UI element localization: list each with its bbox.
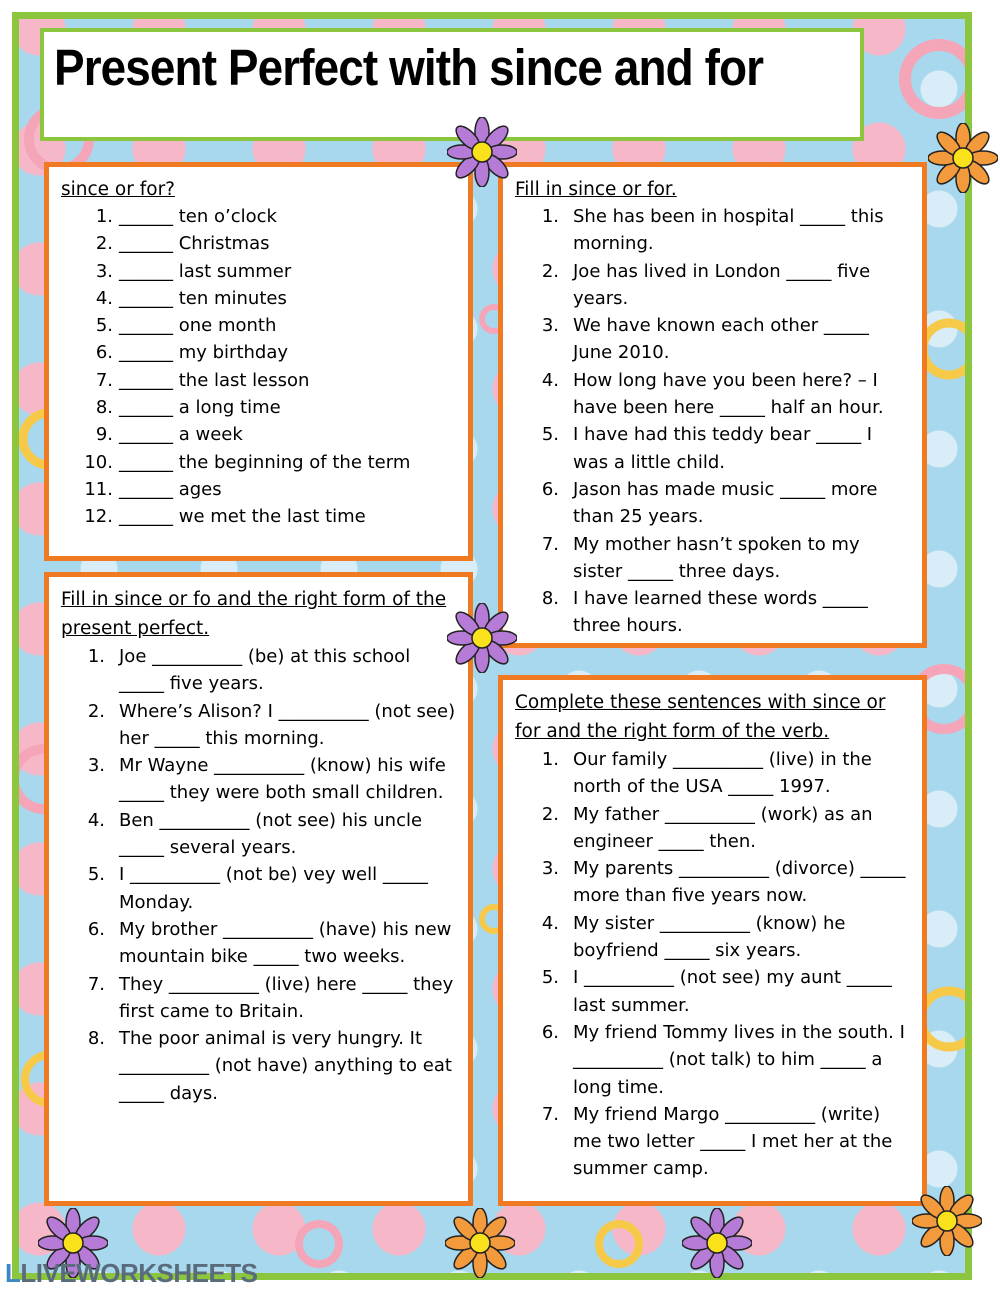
item-number: 6. <box>95 342 113 364</box>
list-item <box>515 421 908 476</box>
item-text: Jason has made music _____ more than 25 years. <box>573 478 878 528</box>
flower-icon <box>912 1186 982 1256</box>
section-since-or-for <box>44 162 473 561</box>
flower-icon <box>445 1208 515 1278</box>
list-item <box>515 367 908 422</box>
list-item <box>515 258 908 313</box>
item-number: 8. <box>95 397 113 419</box>
item-text: We have known each other _____ June 2010. <box>573 315 869 364</box>
section-heading: since or for? <box>61 179 175 200</box>
list-item <box>515 964 908 1019</box>
list-item <box>61 476 459 503</box>
item-text: My brother __________ (have) his new mountain bike _____ two weeks. <box>119 918 452 968</box>
item-number: 5. <box>541 967 559 989</box>
item-number: 11. <box>84 478 113 500</box>
list-item <box>61 367 459 394</box>
item-number: 5. <box>541 424 559 446</box>
list-item <box>61 339 459 366</box>
exercise-list <box>61 203 459 531</box>
item-text: Joe __________ (be) at this school _____ five years. <box>119 646 411 695</box>
item-number: 12. <box>84 506 113 528</box>
item-text: My friend Margo __________ (write) me two letter _____ I met her at the summer camp. <box>573 1103 893 1180</box>
item-number: 4. <box>95 287 113 309</box>
list-item <box>61 916 459 971</box>
flower-icon <box>447 603 517 673</box>
item-number: 3. <box>541 315 559 337</box>
item-text: ______ Christmas <box>119 233 270 255</box>
item-number: 4. <box>541 912 559 934</box>
item-number: 4. <box>541 369 559 391</box>
item-text: How long have you been here? – I have been here _____ half an hour. <box>573 369 884 419</box>
item-text: My father __________ (work) as an engineer _____ then. <box>573 803 873 852</box>
item-number: 7. <box>541 1103 559 1125</box>
item-text: I __________ (not be) vey well _____ Monday. <box>119 864 428 913</box>
list-item <box>61 861 459 916</box>
list-item <box>515 910 908 965</box>
section-heading: Fill in since or for. <box>515 179 677 200</box>
item-text: She has been in hospital _____ this morning. <box>573 206 884 255</box>
item-number: 8. <box>541 588 559 610</box>
list-item <box>515 476 908 531</box>
flower-icon <box>928 123 998 193</box>
list-item <box>61 807 459 862</box>
logo-mark: L <box>5 1258 21 1288</box>
list-item <box>61 698 459 753</box>
item-number: 2. <box>541 260 559 282</box>
section-heading: Complete these sentences with since or for and the right form of the verb. <box>515 692 886 742</box>
list-item <box>515 585 908 640</box>
logo-text: LIVEWORKSHEETS <box>20 1258 258 1288</box>
item-number: 7. <box>541 533 559 555</box>
list-item <box>61 752 459 807</box>
list-item <box>61 971 459 1026</box>
item-text: Mr Wayne __________ (know) his wife _____ they were both small children. <box>119 755 446 804</box>
item-number: 3. <box>95 260 113 282</box>
list-item <box>515 746 908 801</box>
item-number: 1. <box>541 206 559 227</box>
item-number: 6. <box>87 918 105 940</box>
item-number: 2. <box>95 233 113 255</box>
item-text: ______ last summer <box>119 260 292 282</box>
item-text: ______ ten minutes <box>119 287 287 309</box>
item-text: My mother hasn’t spoken to my sister _____ three days. <box>573 533 860 582</box>
item-text: The poor animal is very hungry. It __________ (not have) anything to eat _____ days. <box>119 1028 452 1104</box>
item-number: 1. <box>95 206 113 227</box>
item-number: 7. <box>87 973 105 995</box>
item-number: 10. <box>84 451 113 473</box>
item-number: 3. <box>541 858 559 880</box>
item-text: ______ the beginning of the term <box>119 451 411 473</box>
list-item <box>515 312 908 367</box>
list-item <box>61 203 459 230</box>
item-text: ______ a long time <box>119 397 281 419</box>
item-number: 4. <box>87 809 105 831</box>
list-item <box>61 643 459 698</box>
list-item <box>61 394 459 421</box>
flower-icon <box>682 1208 752 1278</box>
item-number: 7. <box>95 369 113 391</box>
item-text: ______ my birthday <box>119 342 289 364</box>
item-number: 8. <box>87 1028 105 1050</box>
list-item <box>515 203 908 258</box>
list-item <box>61 258 459 285</box>
list-item <box>515 1019 908 1101</box>
item-text: ______ one month <box>119 315 277 337</box>
item-number: 2. <box>87 700 105 722</box>
item-text: My sister __________ (know) he boyfriend _____ six years. <box>573 912 846 962</box>
section-fill-in-since-or-for <box>498 162 927 648</box>
item-number: 5. <box>87 864 105 886</box>
list-item <box>515 1101 908 1183</box>
exercise-list <box>61 643 459 1107</box>
section-present-perfect <box>44 572 473 1206</box>
item-number: 1. <box>87 646 105 667</box>
list-item <box>61 503 459 530</box>
exercise-list <box>515 746 908 1183</box>
item-text: ______ ages <box>119 478 222 500</box>
item-text: I __________ (not see) my aunt _____ last summer. <box>573 967 892 1016</box>
list-item <box>61 312 459 339</box>
item-text: My friend Tommy lives in the south. I __________ (not talk) to him _____ a long time. <box>573 1021 905 1098</box>
section-complete-sentences <box>498 675 927 1206</box>
item-text: My parents __________ (divorce) _____ more than five years now. <box>573 858 906 907</box>
item-text: I have had this teddy bear _____ I was a little child. <box>573 424 873 473</box>
liveworksheets-logo <box>5 1258 258 1289</box>
item-number: 1. <box>541 749 559 770</box>
list-item <box>61 1025 459 1107</box>
item-text: They __________ (live) here _____ they first came to Britain. <box>119 973 454 1022</box>
item-number: 6. <box>541 478 559 500</box>
item-text: Where’s Alison? I __________ (not see) her _____ this morning. <box>119 700 456 749</box>
item-text: Ben __________ (not see) his uncle _____ several years. <box>119 809 423 859</box>
item-number: 9. <box>95 424 113 446</box>
item-text: ______ ten o’clock <box>119 206 277 227</box>
list-item <box>61 449 459 476</box>
section-heading: Fill in since or fo and the right form of the present perfect. <box>61 589 447 639</box>
list-item <box>515 801 908 856</box>
item-text: Our family __________ (live) in the north of the USA _____ 1997. <box>573 749 872 798</box>
item-text: ______ a week <box>119 424 243 446</box>
list-item <box>61 285 459 312</box>
item-number: 3. <box>87 755 105 777</box>
item-number: 6. <box>541 1021 559 1043</box>
item-text: ______ the last lesson <box>119 369 310 391</box>
item-text: I have learned these words _____ three hours. <box>573 588 868 637</box>
flower-icon <box>447 117 517 187</box>
item-text: Joe has lived in London _____ five years. <box>573 260 871 309</box>
list-item <box>515 855 908 910</box>
page-title: Present Perfect with since and for <box>54 39 764 96</box>
list-item <box>61 230 459 257</box>
list-item <box>61 421 459 448</box>
list-item <box>515 531 908 586</box>
item-number: 5. <box>95 315 113 337</box>
item-text: ______ we met the last time <box>119 506 366 528</box>
exercise-list <box>515 203 908 640</box>
item-number: 2. <box>541 803 559 825</box>
